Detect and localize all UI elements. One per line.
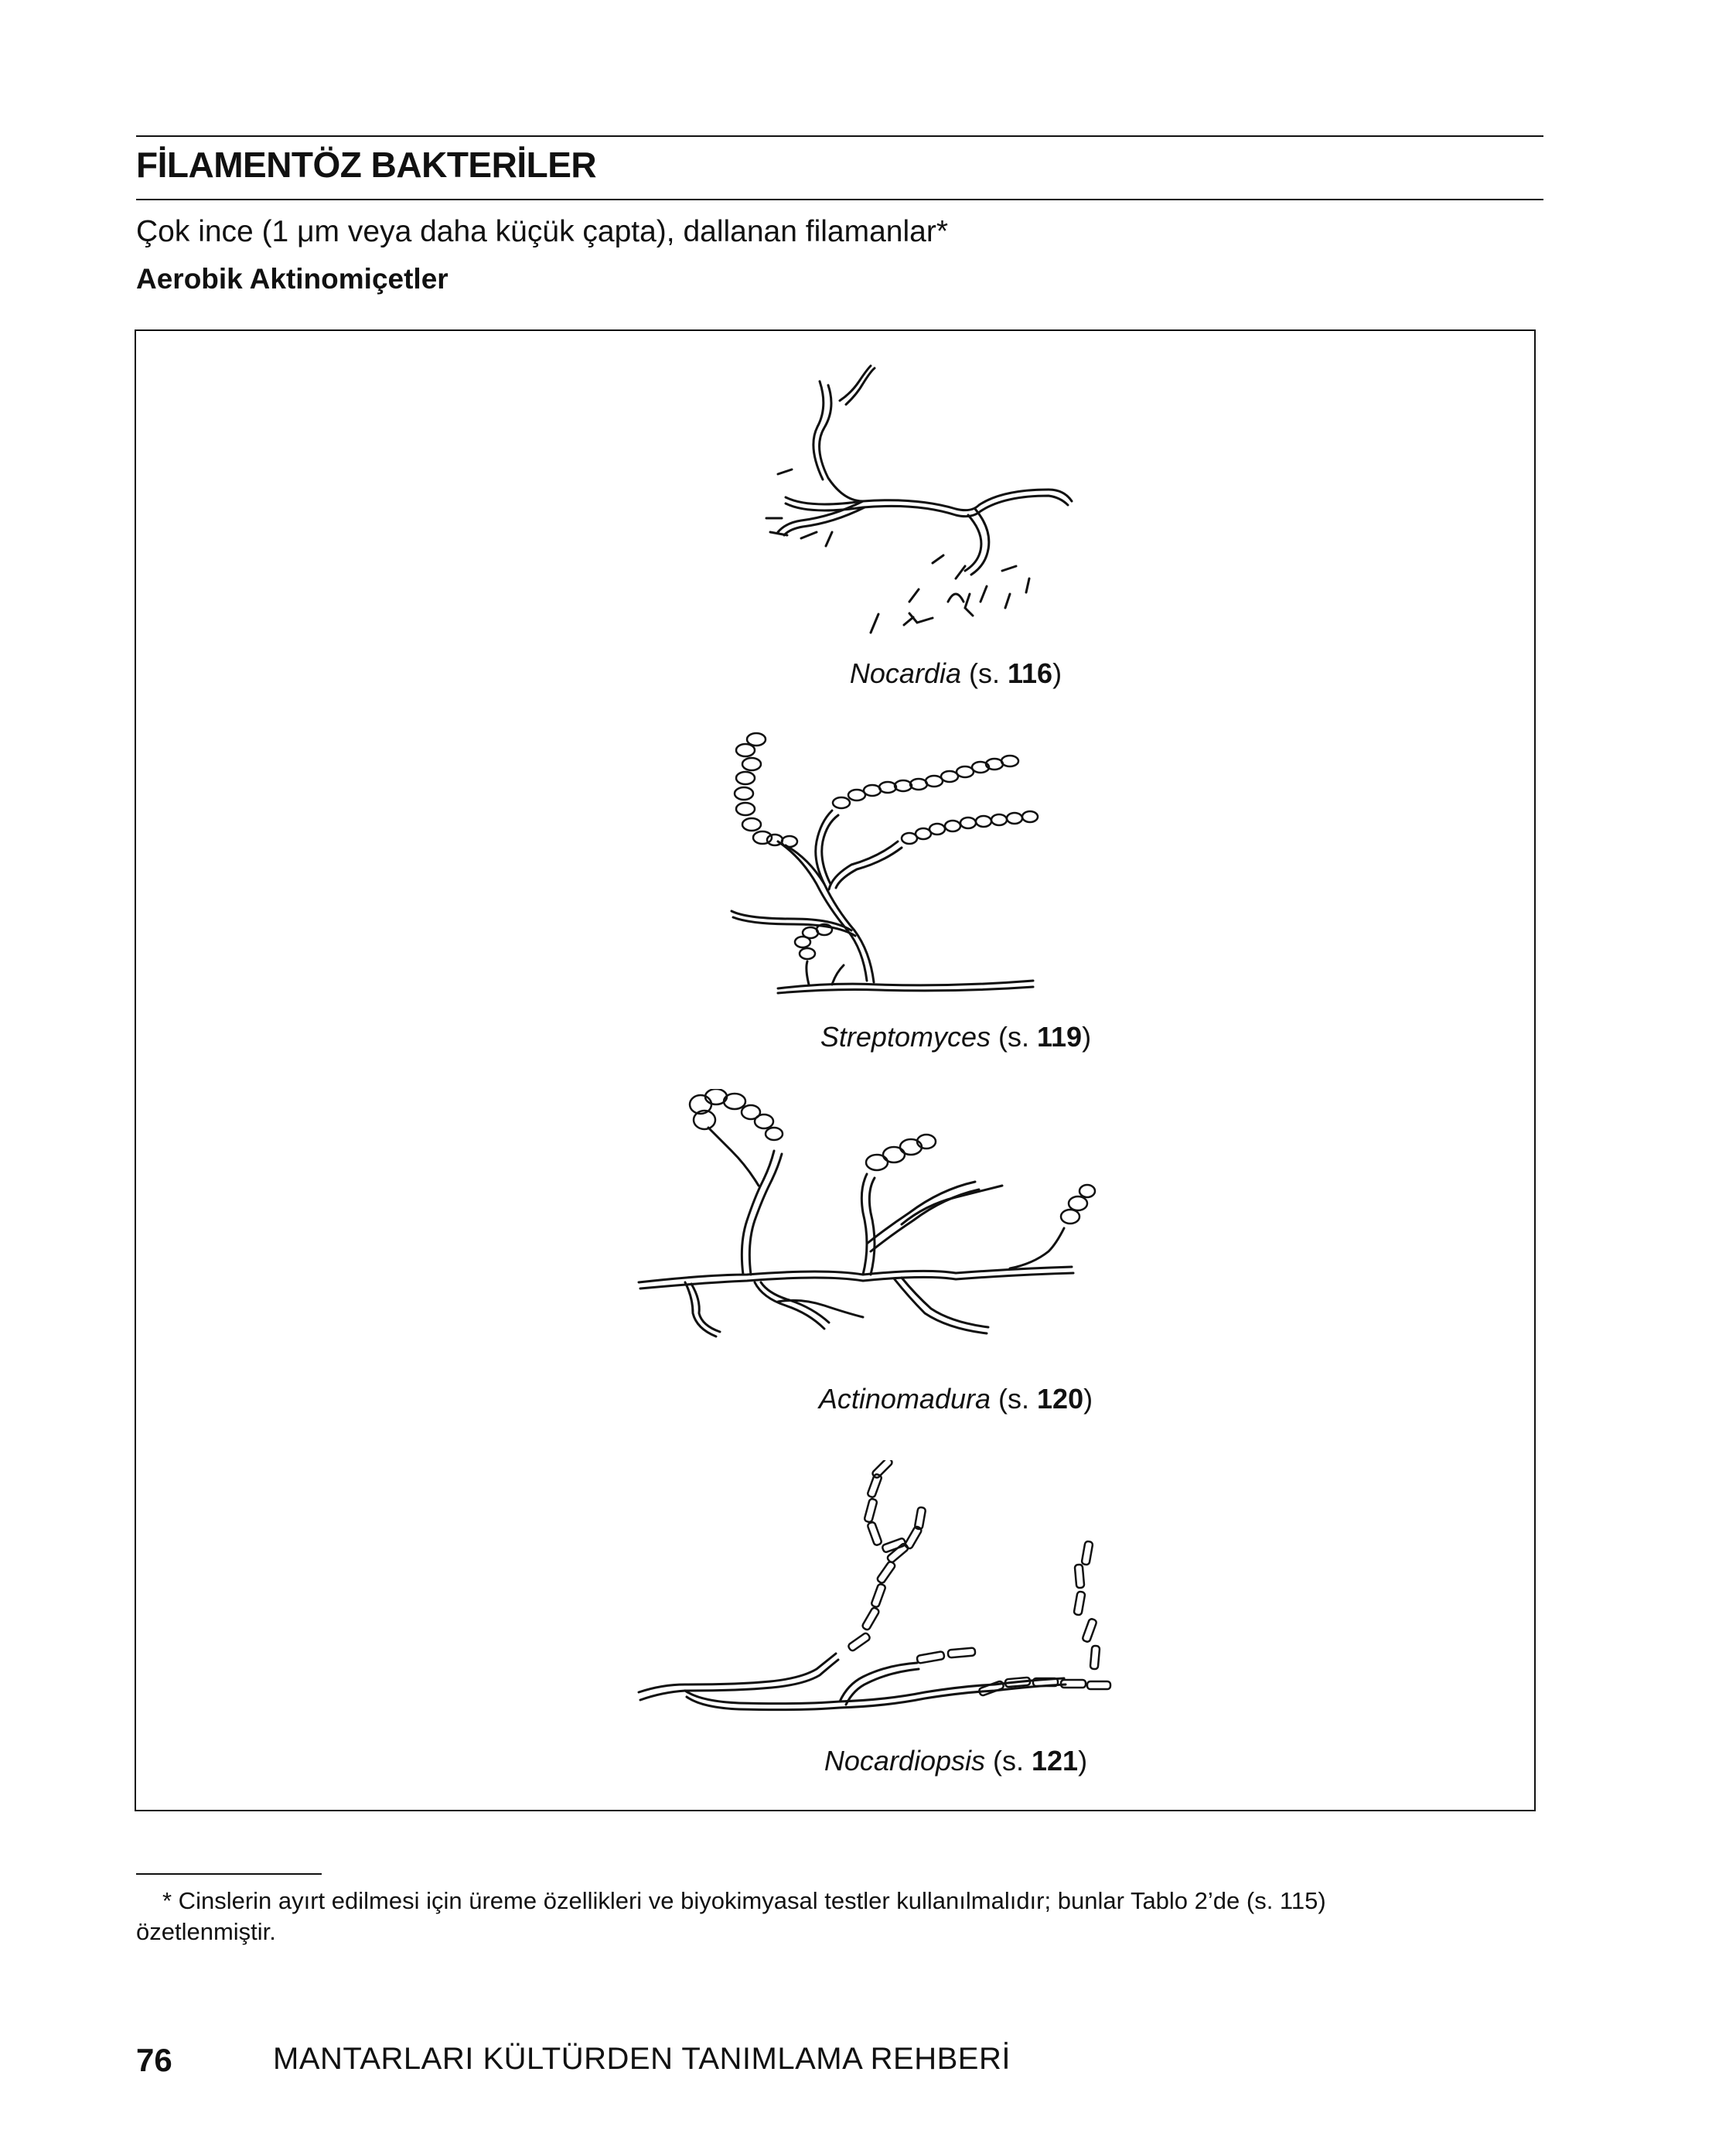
nocardia-genus: Nocardia [849, 657, 961, 689]
title-rule [136, 199, 1543, 200]
nocardiopsis-prefix: (s. [993, 1745, 1032, 1777]
footnote [136, 1886, 1513, 1947]
actinomadura-suffix: ) [1083, 1383, 1093, 1415]
nocardiopsis-caption [646, 1745, 1265, 1777]
streptomyces-genus: Streptomyces [820, 1021, 991, 1053]
nocardia-suffix: ) [1052, 657, 1062, 689]
actinomadura-prefix: (s. [998, 1383, 1038, 1415]
nocardiopsis-genus: Nocardiopsis [824, 1745, 985, 1777]
nocardia-illustration [677, 346, 1141, 687]
page-title: FİLAMENTÖZ BAKTERİLER [136, 145, 597, 185]
page-number: 76 [136, 2042, 172, 2078]
subtitle: Çok ince (1 μm veya daha küçük çapta), dallanan filamanlar* [136, 215, 949, 248]
actinomadura-caption [646, 1383, 1265, 1415]
actinomadura-illustration [631, 1089, 1157, 1367]
footnote-text: * Cinslerin ayırt edilmesi için üreme özellikleri ve biyokimyasal testler kullanılmalıdır; bunlar Tablo 2’de (s. 115) [162, 1887, 1326, 1914]
nocardia-page: 116 [1008, 657, 1053, 689]
actinomadura-genus: Actinomadura [818, 1383, 991, 1415]
footnote-rule [136, 1873, 322, 1875]
nocardia-caption [646, 657, 1265, 690]
streptomyces-prefix: (s. [998, 1021, 1037, 1053]
nocardiopsis-page: 121 [1032, 1745, 1079, 1777]
running-head: MANTARLARI KÜLTÜRDEN TANIMLAMA REHBERİ [273, 2042, 1011, 2076]
streptomyces-caption [646, 1021, 1265, 1053]
streptomyces-illustration [677, 725, 1141, 1004]
nocardiopsis-suffix: ) [1078, 1745, 1088, 1777]
streptomyces-suffix: ) [1082, 1021, 1092, 1053]
footnote-text-continued: özetlenmiştir. [136, 1918, 276, 1945]
section-heading: Aerobik Aktinomiçetler [136, 263, 448, 295]
nocardiopsis-illustration [631, 1460, 1157, 1723]
actinomadura-page: 120 [1037, 1383, 1084, 1415]
nocardia-prefix: (s. [969, 657, 1008, 689]
figure-box [135, 329, 1536, 1811]
streptomyces-page: 119 [1037, 1021, 1083, 1053]
top-rule [136, 135, 1543, 137]
